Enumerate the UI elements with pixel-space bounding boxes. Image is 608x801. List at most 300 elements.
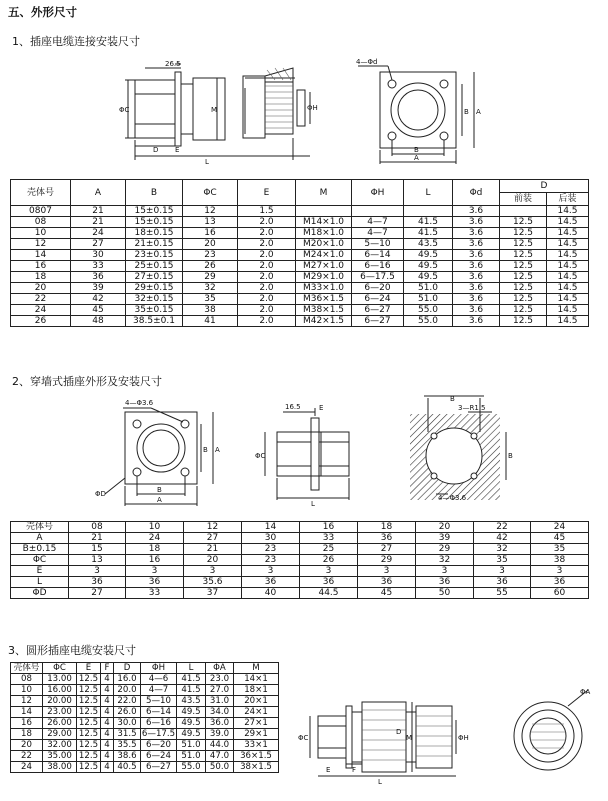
dim-b-side-label: B bbox=[464, 108, 469, 116]
dim-r-label: 3—R1.5 bbox=[458, 404, 486, 412]
table-row bbox=[11, 707, 279, 718]
table-cell: 14 bbox=[242, 522, 300, 533]
table-cell: 26 bbox=[183, 261, 238, 272]
table-cell: 2.0 bbox=[238, 250, 296, 261]
dim-phih-label: ΦH bbox=[307, 104, 318, 112]
header-cell: F bbox=[101, 663, 114, 674]
table-cell: 20 bbox=[11, 283, 71, 294]
table-cell: 15 bbox=[69, 544, 126, 555]
table-row bbox=[11, 250, 589, 261]
table-cell: 23 bbox=[242, 555, 300, 566]
table-cell: 5—10 bbox=[352, 239, 404, 250]
table-cell: 4 bbox=[101, 696, 114, 707]
table-cell: M20×1.0 bbox=[296, 239, 352, 250]
table-cell: 41 bbox=[183, 316, 238, 327]
header-cell: L bbox=[177, 663, 206, 674]
table-cell bbox=[296, 206, 352, 217]
table-row bbox=[11, 674, 279, 685]
dim-phia-label: ΦA bbox=[580, 688, 591, 696]
table-cell: 2.0 bbox=[238, 228, 296, 239]
table-cell: 3.6 bbox=[453, 261, 500, 272]
header-cell: L bbox=[404, 180, 453, 206]
header-cell: Φd bbox=[453, 180, 500, 206]
table-cell: 21 bbox=[184, 544, 242, 555]
dim-a-label: A bbox=[414, 154, 419, 162]
table-cell: 36 bbox=[242, 577, 300, 588]
table-cell: 25 bbox=[300, 544, 358, 555]
table-cell: 55.0 bbox=[404, 316, 453, 327]
table-cell: 12.5 bbox=[500, 250, 547, 261]
table-cell: 23±0.15 bbox=[126, 250, 183, 261]
table-cell: 21 bbox=[71, 217, 126, 228]
table-cell: 08 bbox=[11, 674, 43, 685]
table-cell: 49.5 bbox=[177, 707, 206, 718]
table-row bbox=[11, 566, 589, 577]
table-cell: 20.00 bbox=[43, 696, 77, 707]
header-cell: B bbox=[126, 180, 183, 206]
table-cell: 49.5 bbox=[404, 250, 453, 261]
table-cell: 14.5 bbox=[547, 217, 589, 228]
table-row bbox=[11, 228, 589, 239]
table-cell: 13.00 bbox=[43, 674, 77, 685]
table-cell: 14.5 bbox=[547, 261, 589, 272]
table-cell: M29×1.0 bbox=[296, 272, 352, 283]
table-cell: 27±0.15 bbox=[126, 272, 183, 283]
table-row bbox=[11, 305, 589, 316]
table-cell: 38.5±0.1 bbox=[126, 316, 183, 327]
table-cell: 27 bbox=[184, 533, 242, 544]
table-cell: 6—24 bbox=[352, 294, 404, 305]
table-cell: 35 bbox=[531, 544, 589, 555]
table-cell: 6—20 bbox=[141, 740, 177, 751]
table-cell: 50 bbox=[416, 588, 474, 599]
table-cell: 13 bbox=[69, 555, 126, 566]
table-cell: 36 bbox=[126, 577, 184, 588]
drawing-3-side-view bbox=[290, 690, 500, 785]
table-cell: 3 bbox=[126, 566, 184, 577]
table-cell: 34.0 bbox=[206, 707, 234, 718]
table-cell bbox=[404, 206, 453, 217]
table-cell: 49.5 bbox=[177, 718, 206, 729]
header-cell: ΦC bbox=[43, 663, 77, 674]
table-cell: 49.5 bbox=[177, 729, 206, 740]
table-cell: 6—14 bbox=[141, 707, 177, 718]
table-cell: 30 bbox=[242, 533, 300, 544]
table-cell: 51.0 bbox=[177, 751, 206, 762]
table-cell: M27×1.0 bbox=[296, 261, 352, 272]
table-cell: 20 bbox=[11, 740, 43, 751]
table-cell: 14.5 bbox=[547, 228, 589, 239]
table-cell: 3 bbox=[242, 566, 300, 577]
table-cell bbox=[352, 206, 404, 217]
table-cell: 4 bbox=[101, 762, 114, 773]
table-cell: 3.6 bbox=[453, 294, 500, 305]
table-cell: 44.0 bbox=[206, 740, 234, 751]
table-cell: 6—27 bbox=[352, 305, 404, 316]
table-cell: 2.0 bbox=[238, 261, 296, 272]
table-cell: 4 bbox=[101, 718, 114, 729]
dim-b-side-label: B bbox=[508, 452, 513, 460]
table-cell: 12.5 bbox=[500, 283, 547, 294]
table-cell: M36×1.5 bbox=[296, 294, 352, 305]
table-row bbox=[11, 685, 279, 696]
table-cell: 3.6 bbox=[453, 206, 500, 217]
table-cell: 32.00 bbox=[43, 740, 77, 751]
table-cell: 22 bbox=[11, 751, 43, 762]
table-row bbox=[11, 206, 589, 217]
table-wall-socket-dimensions bbox=[10, 521, 589, 599]
drawing-2-panel-cutout bbox=[398, 392, 518, 510]
table-cell: 12.5 bbox=[77, 751, 101, 762]
table-cell: 22 bbox=[11, 294, 71, 305]
dim-holes-label: 4—Φd bbox=[356, 58, 378, 66]
dim-e-label: E bbox=[175, 146, 180, 154]
dim-e-label: E bbox=[326, 766, 331, 774]
table-cell: 27 bbox=[71, 239, 126, 250]
table-cell: 43.5 bbox=[177, 696, 206, 707]
table-cell: 37 bbox=[184, 588, 242, 599]
table-cell: 12.5 bbox=[77, 685, 101, 696]
table-row bbox=[11, 740, 279, 751]
table-cell: 29 bbox=[416, 544, 474, 555]
table-cell: 08 bbox=[11, 217, 71, 228]
table-cell: 36.0 bbox=[206, 718, 234, 729]
table-row bbox=[11, 729, 279, 740]
table-cell: 29×1 bbox=[234, 729, 279, 740]
table-cell: 36 bbox=[358, 533, 416, 544]
table-cell: 10 bbox=[11, 685, 43, 696]
table-cell: 30 bbox=[71, 250, 126, 261]
table-row bbox=[11, 533, 589, 544]
table-cell: 15±0.15 bbox=[126, 217, 183, 228]
table-cell: 6—24 bbox=[141, 751, 177, 762]
table-cell: 33×1 bbox=[234, 740, 279, 751]
table-row bbox=[11, 316, 589, 327]
table-cell: 6—16 bbox=[352, 261, 404, 272]
table-cell: 23.0 bbox=[206, 674, 234, 685]
table-cell: 3.6 bbox=[453, 250, 500, 261]
header-cell: D bbox=[500, 180, 589, 193]
table-cell: 3.6 bbox=[453, 217, 500, 228]
table-cell: 6—14 bbox=[352, 250, 404, 261]
table-cell: 18 bbox=[11, 272, 71, 283]
table-cell: 51.0 bbox=[404, 294, 453, 305]
table-cell: 12 bbox=[11, 696, 43, 707]
table-cell: 12.5 bbox=[500, 228, 547, 239]
table-row bbox=[11, 261, 589, 272]
table-cell: 12.5 bbox=[77, 696, 101, 707]
table-cell: 08 bbox=[69, 522, 126, 533]
dim-d-label: D bbox=[153, 146, 159, 154]
table-row bbox=[11, 217, 589, 228]
table-cell: 29 bbox=[358, 555, 416, 566]
table-cell: 12.5 bbox=[77, 674, 101, 685]
table-cell: 45 bbox=[71, 305, 126, 316]
header-cell: ΦH bbox=[141, 663, 177, 674]
table-cell: 20 bbox=[183, 239, 238, 250]
table-cell: 4 bbox=[101, 751, 114, 762]
table-cell: ΦC bbox=[11, 555, 69, 566]
table-cell: 60 bbox=[531, 588, 589, 599]
dim-m-label: M bbox=[211, 106, 218, 114]
table-row bbox=[11, 696, 279, 707]
table-cell: 3 bbox=[300, 566, 358, 577]
table-cell: 32±0.15 bbox=[126, 294, 183, 305]
dim-phid-label: ΦD bbox=[95, 490, 106, 498]
table-cell: 23 bbox=[242, 544, 300, 555]
table-cell: 4 bbox=[101, 707, 114, 718]
dim-holes-label: 4—Φ3.6 bbox=[438, 494, 467, 502]
table-cell: 36 bbox=[474, 577, 531, 588]
table-cell: L bbox=[11, 577, 69, 588]
table-cell: 45 bbox=[531, 533, 589, 544]
table-cell: M33×1.0 bbox=[296, 283, 352, 294]
table-cell: 4 bbox=[101, 729, 114, 740]
table-cell: 16.00 bbox=[43, 685, 77, 696]
table-row bbox=[11, 555, 589, 566]
table-cell: 2.0 bbox=[238, 294, 296, 305]
table-row bbox=[11, 762, 279, 773]
table-cell: 16 bbox=[11, 261, 71, 272]
table-cell: 49.5 bbox=[404, 272, 453, 283]
table-cell: 4 bbox=[101, 674, 114, 685]
table-cell: 壳体号 bbox=[11, 522, 69, 533]
table-cell: 4—6 bbox=[141, 674, 177, 685]
table-cell: 6—27 bbox=[141, 762, 177, 773]
table-cell: 18×1 bbox=[234, 685, 279, 696]
table-cell: 6—20 bbox=[352, 283, 404, 294]
dim-b-label: B bbox=[414, 146, 419, 154]
drawing-1-front-view bbox=[356, 58, 481, 168]
table-cell: 21 bbox=[71, 206, 126, 217]
table-cell: 14.5 bbox=[547, 316, 589, 327]
drawing-1-side-view bbox=[119, 58, 325, 168]
table-cell: 36 bbox=[531, 577, 589, 588]
table-cell: 2.0 bbox=[238, 272, 296, 283]
table-cell: 31.5 bbox=[114, 729, 141, 740]
table-cell: 14×1 bbox=[234, 674, 279, 685]
table-cell: B±0.15 bbox=[11, 544, 69, 555]
dim-a-side-label: A bbox=[215, 446, 220, 454]
table-cell: 3.6 bbox=[453, 272, 500, 283]
table-cell: 26.00 bbox=[43, 718, 77, 729]
table-cell: 26 bbox=[11, 316, 71, 327]
table-cell: 32 bbox=[183, 283, 238, 294]
dim-a-side-label: A bbox=[476, 108, 481, 116]
table-cell: 35.00 bbox=[43, 751, 77, 762]
header-cell: 壳体号 bbox=[11, 180, 71, 206]
table-cell: 16 bbox=[300, 522, 358, 533]
table-cell: 4—7 bbox=[141, 685, 177, 696]
table-cell: 4 bbox=[101, 740, 114, 751]
sub-header-cell: 前装 bbox=[500, 193, 547, 206]
table-cell: 16 bbox=[183, 228, 238, 239]
table-cell: 6—27 bbox=[352, 316, 404, 327]
dim-l-label: L bbox=[205, 158, 209, 166]
table-cell: 44.5 bbox=[300, 588, 358, 599]
table-cell: 3 bbox=[184, 566, 242, 577]
table-cell: 41.5 bbox=[177, 674, 206, 685]
dim-phic-label: ΦC bbox=[119, 106, 130, 114]
dim-e-label: E bbox=[319, 404, 324, 412]
table-cell: 14.5 bbox=[547, 272, 589, 283]
table-cell: 21 bbox=[69, 533, 126, 544]
header-cell: E bbox=[238, 180, 296, 206]
table-cell: 55.0 bbox=[404, 305, 453, 316]
table-cell: A bbox=[11, 533, 69, 544]
table-cell: 14.5 bbox=[547, 206, 589, 217]
table-row bbox=[11, 272, 589, 283]
table-cell: 31.0 bbox=[206, 696, 234, 707]
header-cell: 壳体号 bbox=[11, 663, 43, 674]
table-cell: 5—10 bbox=[141, 696, 177, 707]
table-cell: 35 bbox=[183, 294, 238, 305]
table-cell: 33 bbox=[71, 261, 126, 272]
table-cell: 3 bbox=[358, 566, 416, 577]
table-cell: 32 bbox=[416, 555, 474, 566]
table-cell: 20.0 bbox=[114, 685, 141, 696]
table-cell: 20 bbox=[416, 522, 474, 533]
table-cell: 2.0 bbox=[238, 316, 296, 327]
table-cell: 13 bbox=[183, 217, 238, 228]
table-cell: 16 bbox=[126, 555, 184, 566]
table-cell: 24 bbox=[71, 228, 126, 239]
table-cell: 4—7 bbox=[352, 228, 404, 239]
table-cell: 12.5 bbox=[500, 294, 547, 305]
table-cell bbox=[500, 206, 547, 217]
sub-header-cell: 后装 bbox=[547, 193, 589, 206]
table-cell: 10 bbox=[11, 228, 71, 239]
table-cell: 27 bbox=[69, 588, 126, 599]
table-row bbox=[11, 588, 589, 599]
dim-b-label: B bbox=[450, 395, 455, 403]
table-cell: 12.5 bbox=[77, 740, 101, 751]
table-cell: 3 bbox=[416, 566, 474, 577]
table-cell: 14.5 bbox=[547, 239, 589, 250]
table-cell: 23 bbox=[183, 250, 238, 261]
table-cell: 27 bbox=[358, 544, 416, 555]
table-cell: 18 bbox=[126, 544, 184, 555]
subheading-2: 2、穿墙式插座外形及安装尺寸 bbox=[12, 375, 162, 388]
table-cell: 33 bbox=[300, 533, 358, 544]
header-cell: E bbox=[77, 663, 101, 674]
table-cell: 41.5 bbox=[404, 217, 453, 228]
table-cell: 14 bbox=[11, 250, 71, 261]
table-cell: 4—7 bbox=[352, 217, 404, 228]
table-cell: 12.5 bbox=[500, 316, 547, 327]
table-cell: M14×1.0 bbox=[296, 217, 352, 228]
table-cell: M38×1.5 bbox=[296, 305, 352, 316]
table-cell: 10 bbox=[126, 522, 184, 533]
header-cell: ΦC bbox=[183, 180, 238, 206]
table-cell: 4 bbox=[101, 685, 114, 696]
table-cell: 36×1.5 bbox=[234, 751, 279, 762]
dim-l-label: L bbox=[311, 500, 315, 508]
table-cell: 55.0 bbox=[177, 762, 206, 773]
table-cell: 6—17.5 bbox=[141, 729, 176, 739]
table-cell: 51.0 bbox=[177, 740, 206, 751]
table-cell: 3.6 bbox=[453, 305, 500, 316]
table-cell: 36 bbox=[300, 577, 358, 588]
table-cell: M42×1.5 bbox=[296, 316, 352, 327]
table-cell: 47.0 bbox=[206, 751, 234, 762]
table-cell: 50.0 bbox=[206, 762, 234, 773]
dim-a-label: A bbox=[157, 496, 162, 504]
table-cell: 6—16 bbox=[141, 718, 177, 729]
table-cell: 24 bbox=[11, 762, 43, 773]
table-cell: 29±0.15 bbox=[126, 283, 183, 294]
table-cell: 18 bbox=[358, 522, 416, 533]
table-cell: 3.6 bbox=[453, 316, 500, 327]
table-cell: 3 bbox=[531, 566, 589, 577]
table-cell: 18 bbox=[11, 729, 43, 740]
table-cell: 3.6 bbox=[453, 228, 500, 239]
subheading-1: 1、插座电缆连接安装尺寸 bbox=[12, 35, 140, 48]
table-cell: 42 bbox=[71, 294, 126, 305]
header-cell: ΦA bbox=[206, 663, 234, 674]
table-cell: 30.0 bbox=[114, 718, 141, 729]
table-cell: 43.5 bbox=[404, 239, 453, 250]
table-cell: 27×1 bbox=[234, 718, 279, 729]
table-cell: 20×1 bbox=[234, 696, 279, 707]
table-cell: 24×1 bbox=[234, 707, 279, 718]
table-cell: 36 bbox=[358, 577, 416, 588]
table-cell: 22.0 bbox=[114, 696, 141, 707]
table-cell: 33 bbox=[126, 588, 184, 599]
table-cell: 36 bbox=[71, 272, 126, 283]
table-cell: 27.0 bbox=[206, 685, 234, 696]
drawing-3-front-view bbox=[508, 684, 600, 784]
table-cell: 14.5 bbox=[547, 283, 589, 294]
dim-b-side-label: B bbox=[203, 446, 208, 454]
table-cell: 38 bbox=[531, 555, 589, 566]
table-cell: 12.5 bbox=[500, 272, 547, 283]
table-cell: 35.6 bbox=[184, 577, 242, 588]
table-round-socket-dimensions bbox=[10, 662, 279, 773]
dim-phic-label: ΦC bbox=[255, 452, 266, 460]
table-cell: 16.0 bbox=[114, 674, 141, 685]
table-cell: 23.00 bbox=[43, 707, 77, 718]
table-cell: 22 bbox=[474, 522, 531, 533]
table-cell: 14.5 bbox=[547, 294, 589, 305]
table-row bbox=[11, 718, 279, 729]
header-cell: M bbox=[234, 663, 279, 674]
drawing-2-side-view bbox=[255, 400, 365, 508]
header-cell: M bbox=[296, 180, 352, 206]
table-cell: 42 bbox=[474, 533, 531, 544]
table-cell: 51.0 bbox=[404, 283, 453, 294]
table-row bbox=[11, 522, 589, 533]
drawing-2-front-view bbox=[95, 392, 225, 510]
table-cell: 35.5 bbox=[114, 740, 141, 751]
table-cell: 12 bbox=[183, 206, 238, 217]
table-cell: 40.5 bbox=[114, 762, 141, 773]
table-cell: ΦD bbox=[11, 588, 69, 599]
table-cell: 12.5 bbox=[500, 261, 547, 272]
subheading-3: 3、圆形插座电缆安装尺寸 bbox=[8, 644, 136, 657]
table-cell: 3 bbox=[474, 566, 531, 577]
table-cell: 38.00 bbox=[43, 762, 77, 773]
dim-16-5-label: 16.5 bbox=[285, 403, 301, 411]
table-row bbox=[11, 283, 589, 294]
table-cell: 36 bbox=[69, 577, 126, 588]
table-cell: 18±0.15 bbox=[126, 228, 183, 239]
table-cell: 12 bbox=[184, 522, 242, 533]
table-cell: 12.5 bbox=[500, 305, 547, 316]
table-cell: 2.0 bbox=[238, 239, 296, 250]
dim-m-label: M bbox=[406, 734, 413, 742]
table-cell: 55 bbox=[474, 588, 531, 599]
